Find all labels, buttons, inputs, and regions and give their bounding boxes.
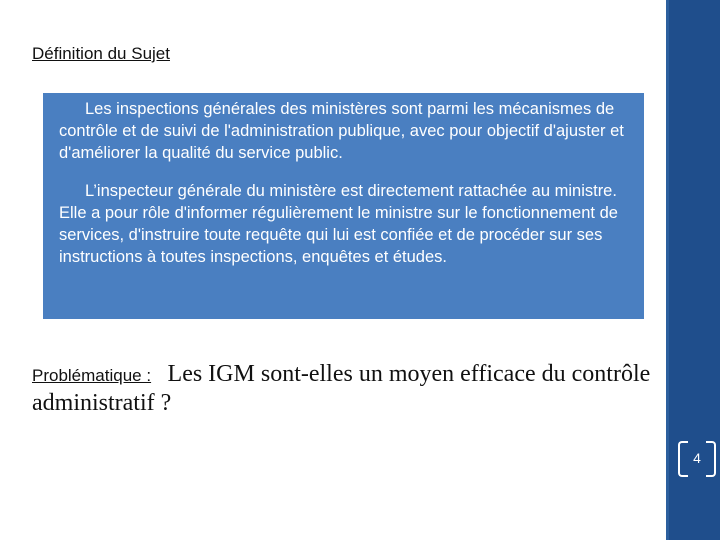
definition-box <box>43 93 644 319</box>
definition-paragraph-1: Les inspections générales des ministères sont parmi les mécanismes de contrôle et de suivi de l'administration publique, avec pour objectif d'ajuster et d'améliorer la qualité du service public. <box>59 100 624 162</box>
definition-paragraph-2: L’inspecteur générale du ministère est directement rattachée au ministre. Elle a pour rôle d'informer régulièrement le ministre sur le fonctionnement de services, d'instruire toute requête qui lui est confiée et de procéder sur ses instructions à toutes inspections, enquêtes et études. <box>59 182 618 266</box>
problematic-block <box>32 360 662 418</box>
page-number: 4 <box>693 450 701 466</box>
section-title: Définition du Sujet <box>32 44 170 63</box>
side-band-edge <box>666 0 669 540</box>
bracket-right-icon <box>706 441 716 477</box>
problematic-question-text: Les IGM sont-elles un moyen efficace du contrôle administratif ? <box>32 361 651 416</box>
page-number-badge <box>678 441 718 477</box>
problematic-label: Problématique : <box>32 366 152 385</box>
